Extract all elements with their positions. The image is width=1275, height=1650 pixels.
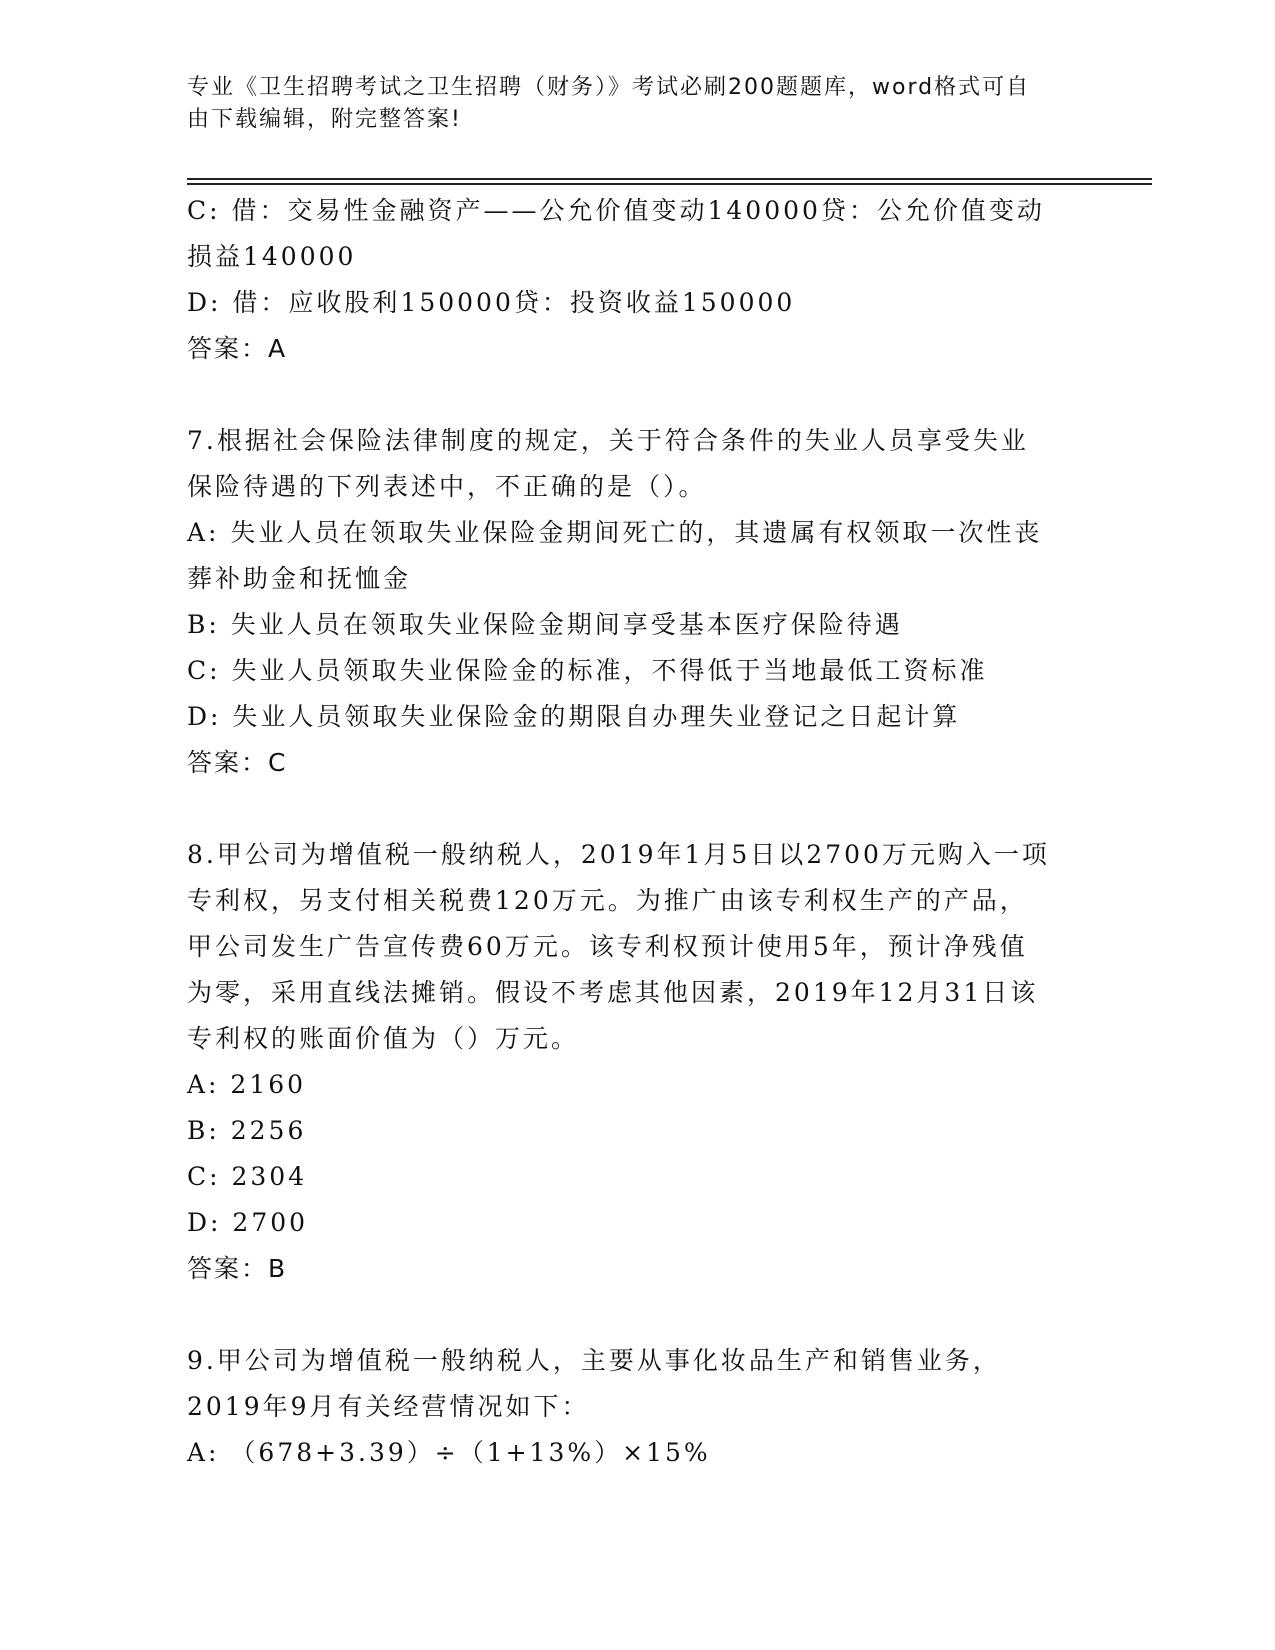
text-line: 8.甲公司为增值税一般纳税人，2019年1月5日以2700万元购入一项: [187, 840, 1050, 869]
text-line: A: 2160: [187, 1070, 307, 1099]
answer-line: 答案：A: [187, 334, 288, 363]
header-line-1: 专业《卫生招聘考试之卫生招聘（财务）》考试必刷200题题库，word格式可自: [187, 75, 1031, 100]
spacer: [187, 786, 1087, 832]
text-line: C: 借：交易性金融资产——公允价值变动140000贷：公允价值变动: [187, 196, 1045, 225]
spacer: [187, 372, 1087, 418]
text-line: D: 借：应收股利150000贷：投资收益150000: [187, 288, 796, 317]
text-line: 7.根据社会保险法律制度的规定，关于符合条件的失业人员享受失业: [187, 426, 1029, 455]
text-line: 2019年9月有关经营情况如下：: [187, 1392, 590, 1421]
text-line: D: 2700: [187, 1208, 309, 1237]
text-line: D: 失业人员领取失业保险金的期限自办理失业登记之日起计算: [187, 702, 961, 731]
text-line: 损益140000: [187, 242, 357, 271]
text-line: C: 2304: [187, 1162, 308, 1191]
header-line-2: 由下载编辑，附完整答案!: [187, 107, 462, 132]
text-line: B: 失业人员在领取失业保险金期间享受基本医疗保险待遇: [187, 610, 903, 639]
header-rule-bottom: [187, 183, 1152, 185]
spacer: [187, 1292, 1087, 1338]
text-line: A: 失业人员在领取失业保险金期间死亡的，其遗属有权领取一次性丧: [187, 518, 1043, 547]
text-line: 为零，采用直线法摊销。假设不考虑其他因素，2019年12月31日该: [187, 978, 1039, 1007]
header-rule-top: [187, 178, 1152, 180]
text-line: 9.甲公司为增值税一般纳税人，主要从事化妆品生产和销售业务，: [187, 1346, 1001, 1375]
text-line: 葬补助金和抚恤金: [187, 564, 412, 593]
text-line: B: 2256: [187, 1116, 307, 1145]
text-line: 保险待遇的下列表述中，不正确的是（）。: [187, 472, 707, 501]
answer-line: 答案：C: [187, 748, 288, 777]
document-header: [187, 72, 1067, 136]
text-line: A: （678+3.39）÷（1+13%）×15%: [187, 1438, 711, 1467]
question-content: [187, 188, 1087, 1476]
text-line: 专利权，另支付相关税费120万元。为推广由该专利权生产的产品，: [187, 886, 1028, 915]
answer-line: 答案：B: [187, 1254, 288, 1283]
text-line: 甲公司发生广告宣传费60万元。该专利权预计使用5年，预计净残值: [187, 932, 1028, 961]
text-line: C: 失业人员领取失业保险金的标准，不得低于当地最低工资标准: [187, 656, 988, 685]
text-line: 专利权的账面价值为（）万元。: [187, 1024, 580, 1053]
